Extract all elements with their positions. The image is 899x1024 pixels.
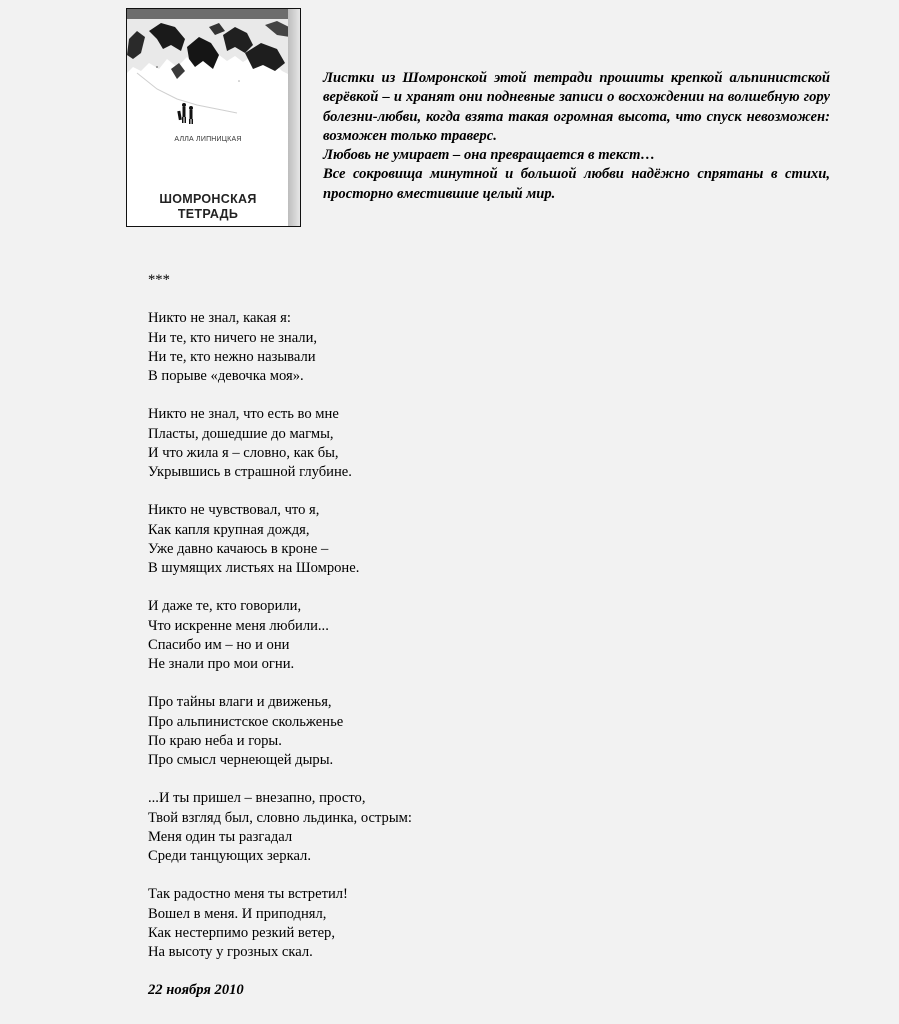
poem-line: Никто не чувствовал, что я, <box>148 502 320 519</box>
poem-stanza <box>148 309 412 386</box>
cover-title-line2: ТЕТРАДЬ <box>177 207 239 221</box>
poem <box>148 271 412 1001</box>
intro-paragraph: Любовь не умирает – она превращается в текст… <box>323 147 656 164</box>
cover-author: АЛЛА ЛИПНИЦКАЯ <box>174 136 242 143</box>
intro-paragraph: Все сокровища минутной и большой любви надёжно спрятаны в стихи, просторно вместившие целый мир. <box>323 166 830 202</box>
poem-line: Так радостно меня ты встретил! <box>148 886 348 903</box>
poem-line: Как нестерпимо резкий ветер, <box>148 924 335 941</box>
poem-line: Никто не знал, какая я: <box>148 310 291 327</box>
poem-line: Меня один ты разгадал <box>148 828 293 845</box>
poem-line: И что жила я – словно, как бы, <box>148 444 339 461</box>
poem-line: ...И ты пришел – внезапно, просто, <box>148 790 366 807</box>
poem-line: В порыве «девочка моя». <box>148 368 304 384</box>
poem-line: И даже те, кто говорили, <box>148 598 302 615</box>
poem-line: Про тайны влаги и движенья, <box>148 694 332 711</box>
poem-line: Вошел в меня. И приподнял, <box>148 905 327 922</box>
book-spine <box>288 9 300 226</box>
poem-separator: *** <box>148 272 170 288</box>
poem-line: Укрывшись в страшной глубине. <box>148 464 352 480</box>
cover-title-line1: ШОМРОНСКАЯ <box>159 192 257 206</box>
poem-line: Про альпинистское скольженье <box>148 713 344 730</box>
poem-stanza <box>148 405 412 482</box>
poem-stanza <box>148 501 412 578</box>
poem-line: Уже давно качаюсь в кроне – <box>148 540 329 557</box>
poem-line: Не знали про мои огни. <box>148 656 295 672</box>
intro-text <box>323 69 830 204</box>
book-cover <box>126 8 301 227</box>
poem-stanza <box>148 789 412 866</box>
intro-paragraph: Листки из Шомронской этой тетради прошиты крепкой альпинистской верёвкой – и хранят они подневные записи о восхождении на волшебную гору болезни-любви, когда взята такая огромная высота, что спуск невозможен: возможен только траверс. <box>323 70 830 144</box>
poem-stanza <box>148 885 412 962</box>
poem-date: 22 ноября 2010 <box>148 982 244 999</box>
poem-line: Ни те, кто ничего не знали, <box>148 329 318 346</box>
poem-line: Что искренне меня любили... <box>148 617 329 634</box>
poem-line: На высоту у грозных скал. <box>148 944 313 960</box>
poem-line: Как капля крупная дождя, <box>148 521 310 538</box>
poem-line: Пласты, дошедшие до магмы, <box>148 425 334 442</box>
cover-title <box>127 192 289 222</box>
poem-line: По краю неба и горы. <box>148 732 282 749</box>
poem-line: Ни те, кто нежно называли <box>148 348 316 365</box>
poem-line: Среди танцующих зеркал. <box>148 848 311 864</box>
poem-line: В шумящих листьях на Шомроне. <box>148 560 360 576</box>
poem-line: Твой взгляд был, словно льдинка, острым: <box>148 809 412 826</box>
poem-line: Никто не знал, что есть во мне <box>148 406 339 423</box>
poem-line: Про смысл чернеющей дыры. <box>148 752 334 768</box>
poem-stanza <box>148 693 412 770</box>
poem-stanza <box>148 597 412 674</box>
poem-line: Спасибо им – но и они <box>148 636 290 653</box>
